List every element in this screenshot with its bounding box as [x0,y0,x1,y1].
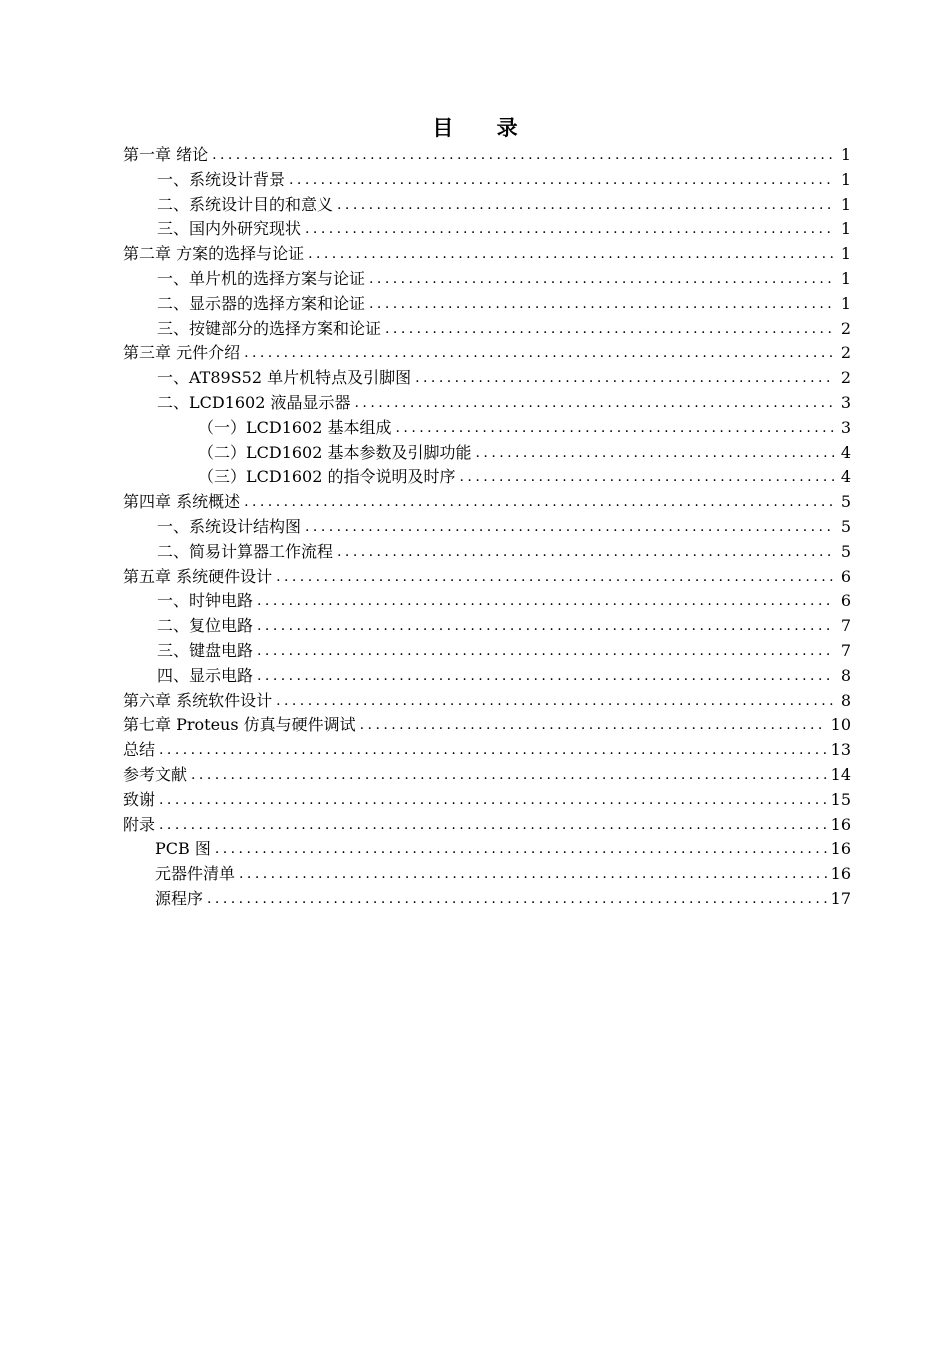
toc-dot-leader [289,168,835,193]
toc-entry[interactable] [123,168,851,193]
toc-entry-title: （二）LCD1602 基本参数及引脚功能 [198,442,472,462]
toc-entry[interactable] [123,813,851,838]
toc-entry-title: 第二章 方案的选择与论证 [123,244,305,264]
toc-entry-page-number: 3 [840,417,851,437]
toc-entry-page-number: 14 [830,764,851,784]
toc-dot-leader [191,763,827,788]
toc-entry[interactable] [123,441,851,466]
toc-entry-page-number: 7 [840,616,851,636]
toc-dot-leader [337,540,835,565]
toc-entry-title: 总结 [123,740,156,760]
toc-entry-page-number: 2 [840,368,851,388]
toc-entry[interactable] [123,763,851,788]
toc-entry[interactable] [123,540,851,565]
toc-entry-title: 二、LCD1602 液晶显示器 [157,392,351,412]
toc-dot-leader [360,713,827,738]
toc-entry-page-number: 13 [830,740,851,760]
toc-entry[interactable] [123,614,851,639]
toc-dot-leader [244,490,835,515]
toc-entry-title: 二、显示器的选择方案和论证 [157,293,366,313]
toc-entry[interactable] [123,589,851,614]
toc-entry[interactable] [123,639,851,664]
toc-entry[interactable] [123,366,851,391]
toc-entry[interactable] [123,887,851,912]
toc-entry-page-number: 1 [840,244,851,264]
toc-entry-page-number: 5 [840,516,851,536]
toc-dot-leader [257,589,835,614]
toc-dot-leader [337,193,835,218]
toc-dot-leader [305,217,835,242]
toc-entry-title: 二、系统设计目的和意义 [157,194,334,214]
toc-entry-title: 一、单片机的选择方案与论证 [157,268,366,288]
toc-dot-leader [159,738,827,763]
toc-entry-title: 第一章 绪论 [123,145,209,164]
toc-entry-page-number: 1 [840,268,851,288]
toc-entry-page-number: 1 [840,219,851,239]
toc-entry-page-number: 8 [840,665,851,685]
toc-entry-title: 三、键盘电路 [157,640,254,660]
toc-entry-title: 三、国内外研究现状 [157,219,302,239]
toc-entry[interactable] [123,217,851,242]
toc-entry-page-number: 16 [830,839,851,859]
toc-list [123,143,851,912]
toc-entry[interactable] [123,713,851,738]
toc-entry-page-number: 8 [840,690,851,710]
toc-entry[interactable] [123,292,851,317]
toc-entry-page-number: 3 [840,392,851,412]
toc-dot-leader [207,887,827,912]
toc-entry[interactable] [123,317,851,342]
toc-dot-leader [159,788,827,813]
toc-entry-title: 一、系统设计背景 [157,169,286,189]
toc-entry[interactable] [123,490,851,515]
toc-entry[interactable] [123,837,851,862]
toc-dot-leader [257,614,835,639]
toc-entry-title: 第七章 Proteus 仿真与硬件调试 [123,715,356,735]
toc-dot-leader [215,837,827,862]
toc-entry-title: 附录 [123,814,156,834]
toc-dot-leader [369,292,835,317]
toc-entry-title: 四、显示电路 [157,665,254,685]
toc-entry-page-number: 7 [840,640,851,660]
toc-entry-title: 第六章 系统软件设计 [123,690,273,710]
toc-dot-leader [305,515,835,540]
toc-dot-leader [239,862,827,887]
toc-entry-page-number: 1 [840,293,851,313]
toc-entry-page-number: 10 [830,715,851,735]
toc-entry-page-number: 4 [840,442,851,462]
toc-entry[interactable] [123,267,851,292]
toc-entry-page-number: 2 [840,343,851,363]
toc-entry-page-number: 6 [840,591,851,611]
toc-entry-title: 三、按键部分的选择方案和论证 [157,318,382,338]
toc-entry-title: 致谢 [123,789,156,809]
toc-entry-page-number: 1 [840,169,851,189]
toc-entry-page-number: 1 [840,145,851,164]
toc-entry-title: （三）LCD1602 的指令说明及时序 [198,467,456,487]
toc-entry[interactable] [123,738,851,763]
toc-entry[interactable] [123,515,851,540]
toc-entry-title: 源程序 [155,888,204,908]
toc-entry-page-number: 16 [830,814,851,834]
toc-entry-title: 第五章 系统硬件设计 [123,566,273,586]
toc-entry[interactable] [123,193,851,218]
toc-dot-leader [415,366,835,391]
toc-dot-leader [355,391,835,416]
toc-entry-title: 一、系统设计结构图 [157,516,302,536]
toc-entry-title: 一、时钟电路 [157,591,254,611]
toc-entry[interactable] [123,341,851,366]
toc-dot-leader [385,317,835,342]
toc-dot-leader [276,565,835,590]
toc-entry[interactable] [123,143,851,168]
toc-entry-title: 一、AT89S52 单片机特点及引脚图 [157,368,412,388]
toc-dot-leader [212,143,835,168]
toc-entry[interactable] [123,565,851,590]
toc-entry[interactable] [123,465,851,490]
toc-dot-leader [159,813,827,838]
toc-entry-title: 元器件清单 [155,864,236,884]
toc-entry-title: 第四章 系统概述 [123,492,241,512]
toc-entry-page-number: 2 [840,318,851,338]
toc-entry-title: PCB 图 [155,839,211,859]
toc-dot-leader [276,689,835,714]
toc-dot-leader [460,465,835,490]
toc-entry-page-number: 6 [840,566,851,586]
toc-dot-leader [476,441,835,466]
toc-entry[interactable] [123,416,851,441]
toc-entry-page-number: 4 [840,467,851,487]
toc-entry-title: 二、简易计算器工作流程 [157,541,334,561]
toc-entry-page-number: 17 [830,888,851,908]
toc-entry-page-number: 5 [840,541,851,561]
toc-entry-page-number: 16 [830,864,851,884]
toc-dot-leader [396,416,835,441]
toc-dot-leader [257,664,835,689]
toc-entry-page-number: 1 [840,194,851,214]
toc-entry-title: （一）LCD1602 基本组成 [198,417,392,437]
toc-entry-title: 二、复位电路 [157,616,254,636]
toc-entry[interactable] [123,862,851,887]
toc-entry[interactable] [123,689,851,714]
toc-dot-leader [369,267,835,292]
toc-entry-title: 第三章 元件介绍 [123,343,241,363]
toc-entry[interactable] [123,391,851,416]
toc-dot-leader [244,341,835,366]
toc-entry-page-number: 15 [830,789,851,809]
toc-entry[interactable] [123,664,851,689]
toc-entry-page-number: 5 [840,492,851,512]
toc-entry[interactable] [123,242,851,267]
toc-title: 目 录 [432,116,536,140]
toc-entry[interactable] [123,788,851,813]
toc-dot-leader [257,639,835,664]
toc-dot-leader [308,242,835,267]
toc-entry-title: 参考文献 [123,764,188,784]
